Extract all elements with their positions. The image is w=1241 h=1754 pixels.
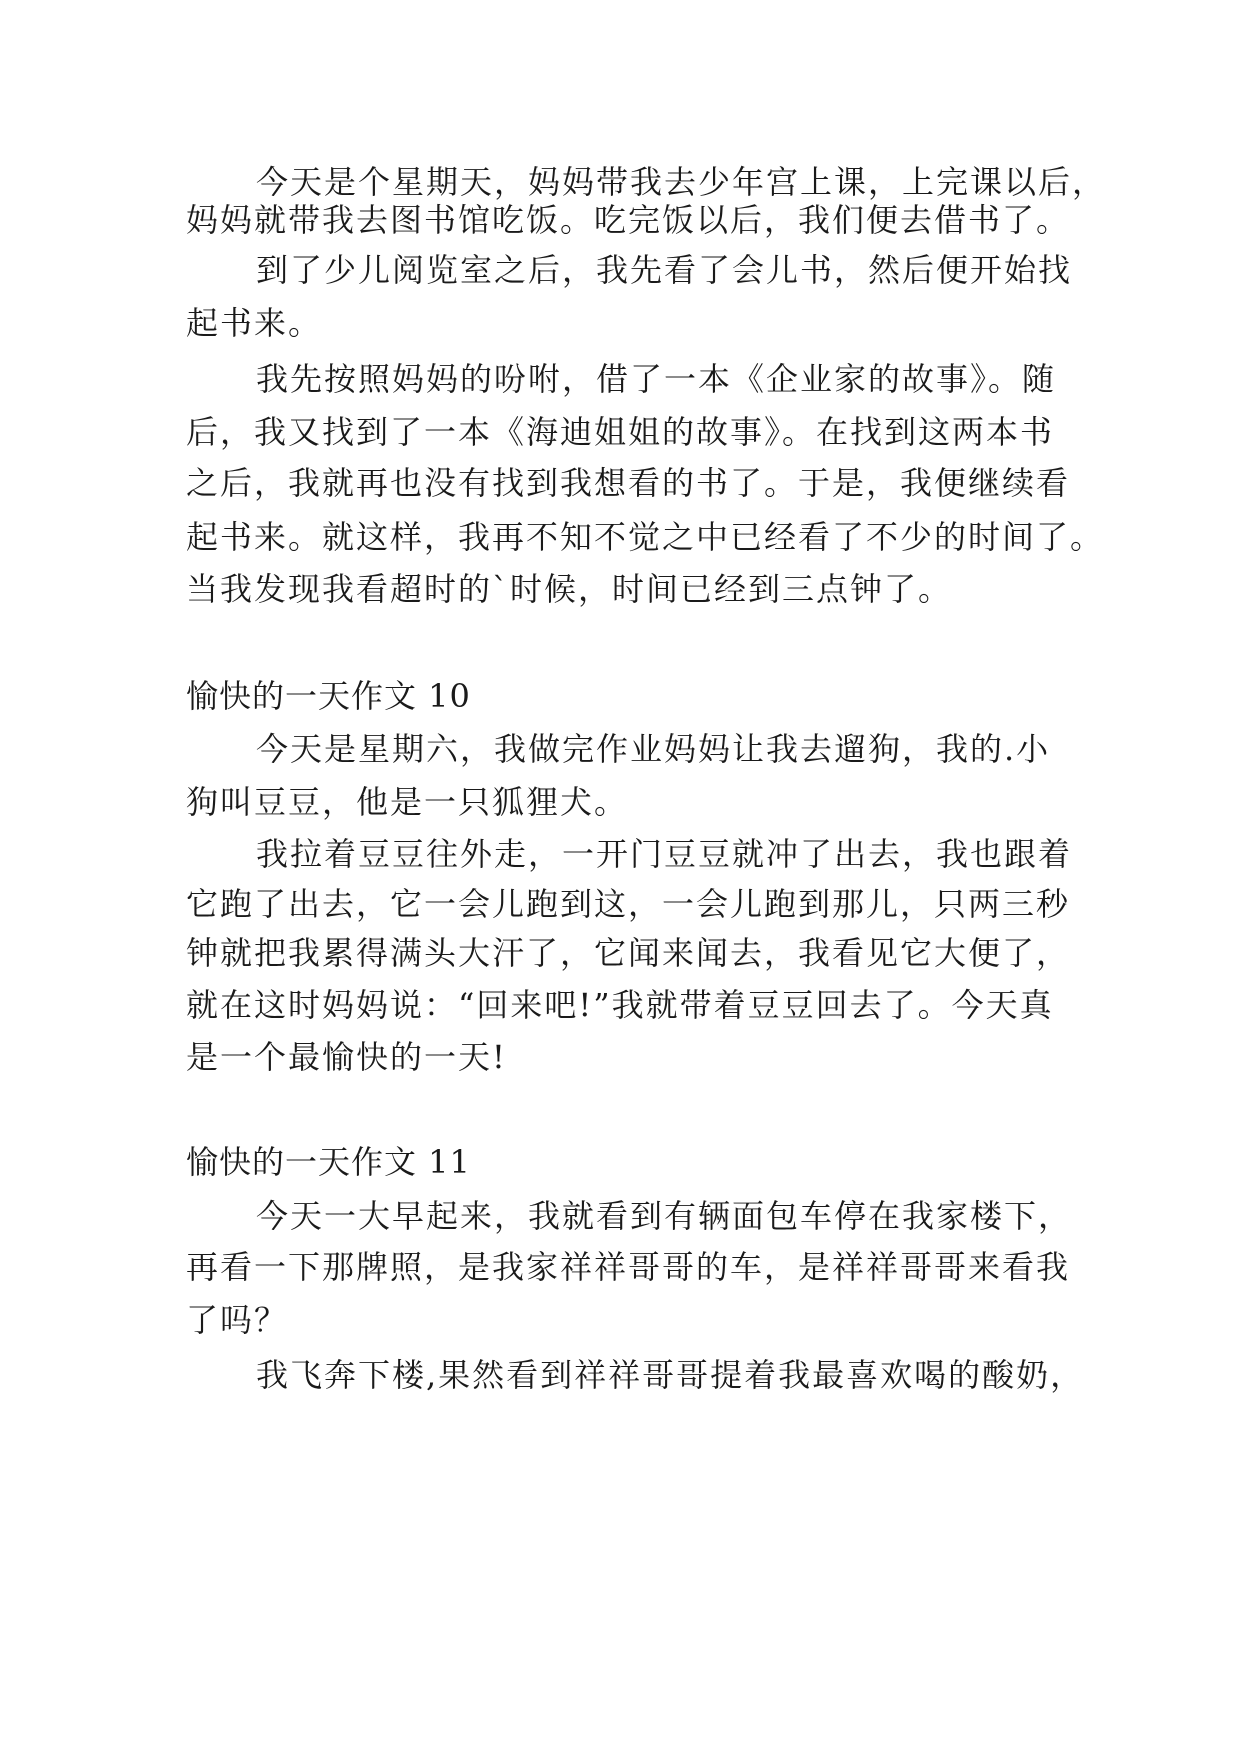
paragraph-line: 今天是个星期天，妈妈带我去少年宫上课，上完课以后， <box>256 163 1107 201</box>
section-title: 愉快的一天作文 10 <box>186 677 471 715</box>
paragraph-line: 今天是星期六，我做完作业妈妈让我去遛狗，我的.小 <box>256 730 1051 768</box>
paragraph-line: 当我发现我看超时的`时候，时间已经到三点钟了。 <box>186 570 953 608</box>
paragraph-line: 起书来。 <box>186 304 323 342</box>
paragraph-line: 就在这时妈妈说：“回来吧!”我就带着豆豆回去了。今天真 <box>186 986 1054 1024</box>
paragraph-line: 今天一大早起来，我就看到有辆面包车停在我家楼下， <box>256 1197 1073 1235</box>
paragraph-line: 之后，我就再也没有找到我想看的书了。于是，我便继续看 <box>186 464 1071 502</box>
paragraph-line: 我飞奔下楼,果然看到祥祥哥哥提着我最喜欢喝的酸奶， <box>256 1356 1085 1394</box>
paragraph-line: 了吗？ <box>186 1301 289 1339</box>
paragraph-line: 妈妈就带我去图书馆吃饭。吃完饭以后，我们便去借书了。 <box>186 201 1071 239</box>
paragraph-line: 钟就把我累得满头大汗了，它闻来闻去，我看见它大便了， <box>186 934 1071 972</box>
paragraph-line: 再看一下那牌照，是我家祥祥哥哥的车，是祥祥哥哥来看我 <box>186 1248 1071 1286</box>
section-title: 愉快的一天作文 11 <box>186 1143 471 1181</box>
paragraph-line: 是一个最愉快的一天! <box>186 1038 507 1076</box>
paragraph-line: 到了少儿阅览室之后，我先看了会儿书，然后便开始找 <box>256 251 1073 289</box>
paragraph-line: 我先按照妈妈的吩咐，借了一本《企业家的故事》。随 <box>256 360 1057 398</box>
paragraph-line: 起书来。就这样，我再不知不觉之中已经看了不少的时间了。 <box>186 518 1105 556</box>
paragraph-line: 我拉着豆豆往外走，一开门豆豆就冲了出去，我也跟着 <box>256 835 1073 873</box>
paragraph-line: 狗叫豆豆，他是一只狐狸犬。 <box>186 783 629 821</box>
paragraph-line: 后，我又找到了一本《海迪姐姐的故事》。在找到这两本书 <box>186 413 1055 451</box>
paragraph-line: 它跑了出去，它一会儿跑到这，一会儿跑到那儿，只两三秒 <box>186 885 1071 923</box>
